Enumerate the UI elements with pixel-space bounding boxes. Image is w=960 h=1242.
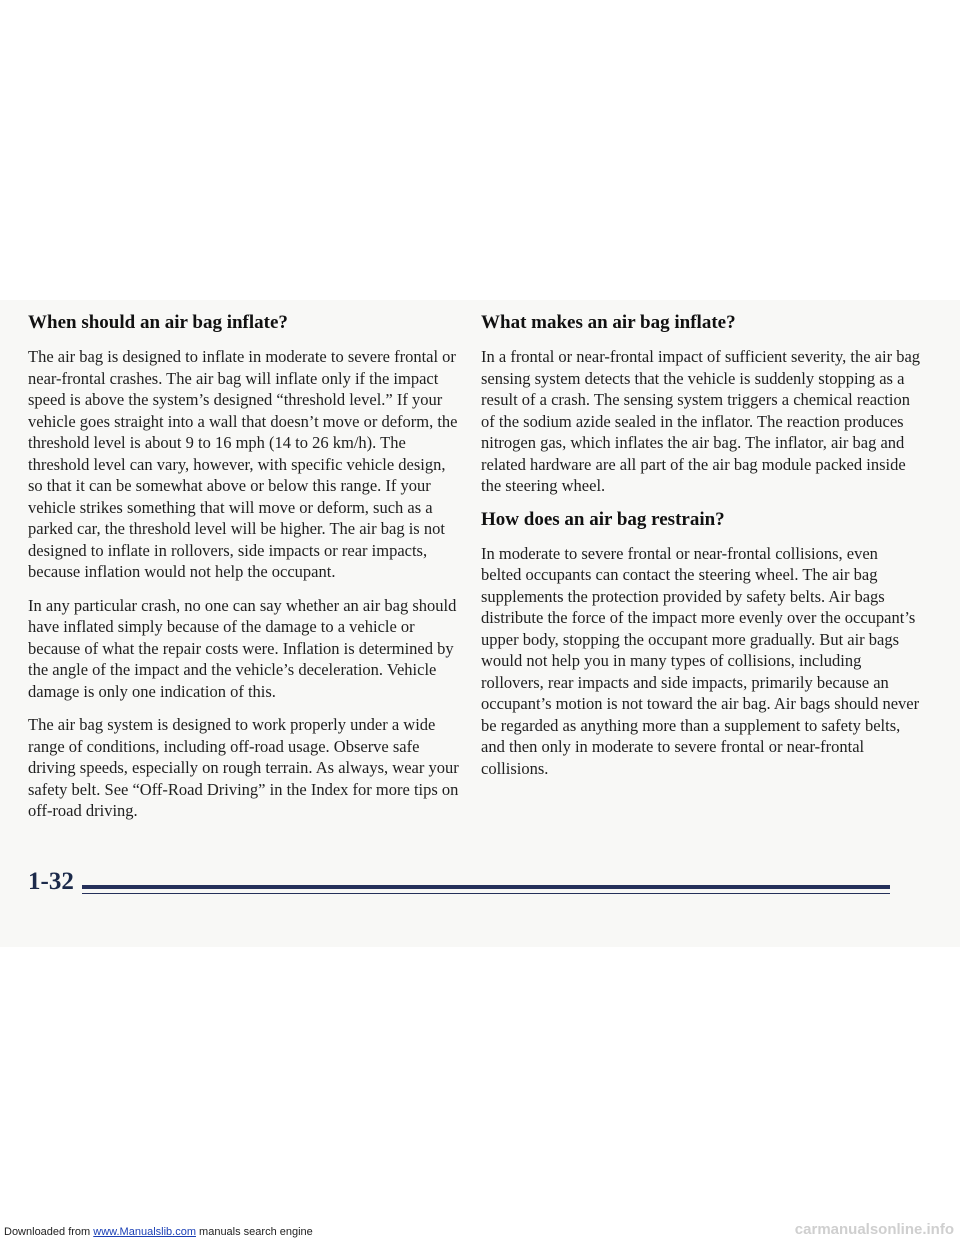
paragraph-threshold: The air bag is designed to inflate in moderate to severe frontal or near-frontal crashes. The air bag will inflate only if the impact speed is above the system’s designed “threshold level.” If your vehicle goes straight into a wall that doesn’t move or deform, the threshold level is about 9 to 16 mph (14 to 26 km/h). The threshold level can vary, however, with specific vehicle design, so that it can be somewhat above or below this range. If your vehicle strikes something that will move or deform, such as a parked car, the threshold level will be higher. The air bag is not designed to inflate in rollovers, side impacts or rear impacts, because inflation would not help the occupant. — [28, 347, 458, 581]
manualslib-link[interactable]: www.Manualslib.com — [93, 1226, 196, 1238]
download-credit — [4, 1226, 313, 1238]
paragraph-sensing-system: In a frontal or near-frontal impact of sufficient severity, the air bag sensing system detects that the vehicle is suddenly stopping as a result of a crash. The sensing system triggers a chemical reaction of the sodium azide sealed in the inflator. The reaction produces nitrogen gas, which inflates the air bag. The inflator, air bag and related hardware are all part of the air bag module packed inside the steering wheel. — [481, 347, 921, 495]
heading-how-restrain: How does an air bag restrain? — [481, 508, 725, 530]
page-number: 1-32 — [28, 868, 74, 895]
paragraph-off-road: The air bag system is designed to work properly under a wide range of conditions, including off-road usage. Observe safe driving speeds, especially on rough terrain. As always, wear your safety belt. See “Off-Road Driving” in the Index for more tips on off-road driving. — [28, 715, 459, 820]
heading-when-inflate: When should an air bag inflate? — [28, 312, 288, 333]
left-column — [28, 312, 462, 834]
right-column — [481, 312, 921, 791]
heading-what-makes-inflate: What makes an air bag inflate? — [481, 312, 736, 333]
paragraph-restrain: In moderate to severe frontal or near-frontal collisions, even belted occupants can contact the steering wheel. The air bag supplements the protection provided by safety belts. Air bags distribute the force of the impact more evenly over the occupant’s upper body, stopping the occupant more gradually. But air bags would not help you in many types of collisions, including rollovers, rear impacts and side impacts, primarily because an occupant’s motion is not toward the air bag. Air bags should never be regarded as anything more than a supplement to safety belts, and then only in moderate to severe frontal or near-frontal collisions. — [481, 543, 920, 778]
credit-prefix: Downloaded from — [4, 1226, 94, 1238]
footer-rule-thin — [82, 893, 890, 894]
credit-suffix: manuals search engine — [195, 1226, 313, 1238]
footer-rule-thick — [82, 885, 890, 889]
paragraph-crash-damage: In any particular crash, no one can say whether an air bag should have inflated simply because of the damage to a vehicle or because of what the repair costs were. Inflation is determined by the angle of the impact and the vehicle’s deceleration. Vehicle damage is only one indication of this. — [28, 595, 457, 701]
watermark-text: carmanualsonline.info — [794, 1221, 954, 1238]
